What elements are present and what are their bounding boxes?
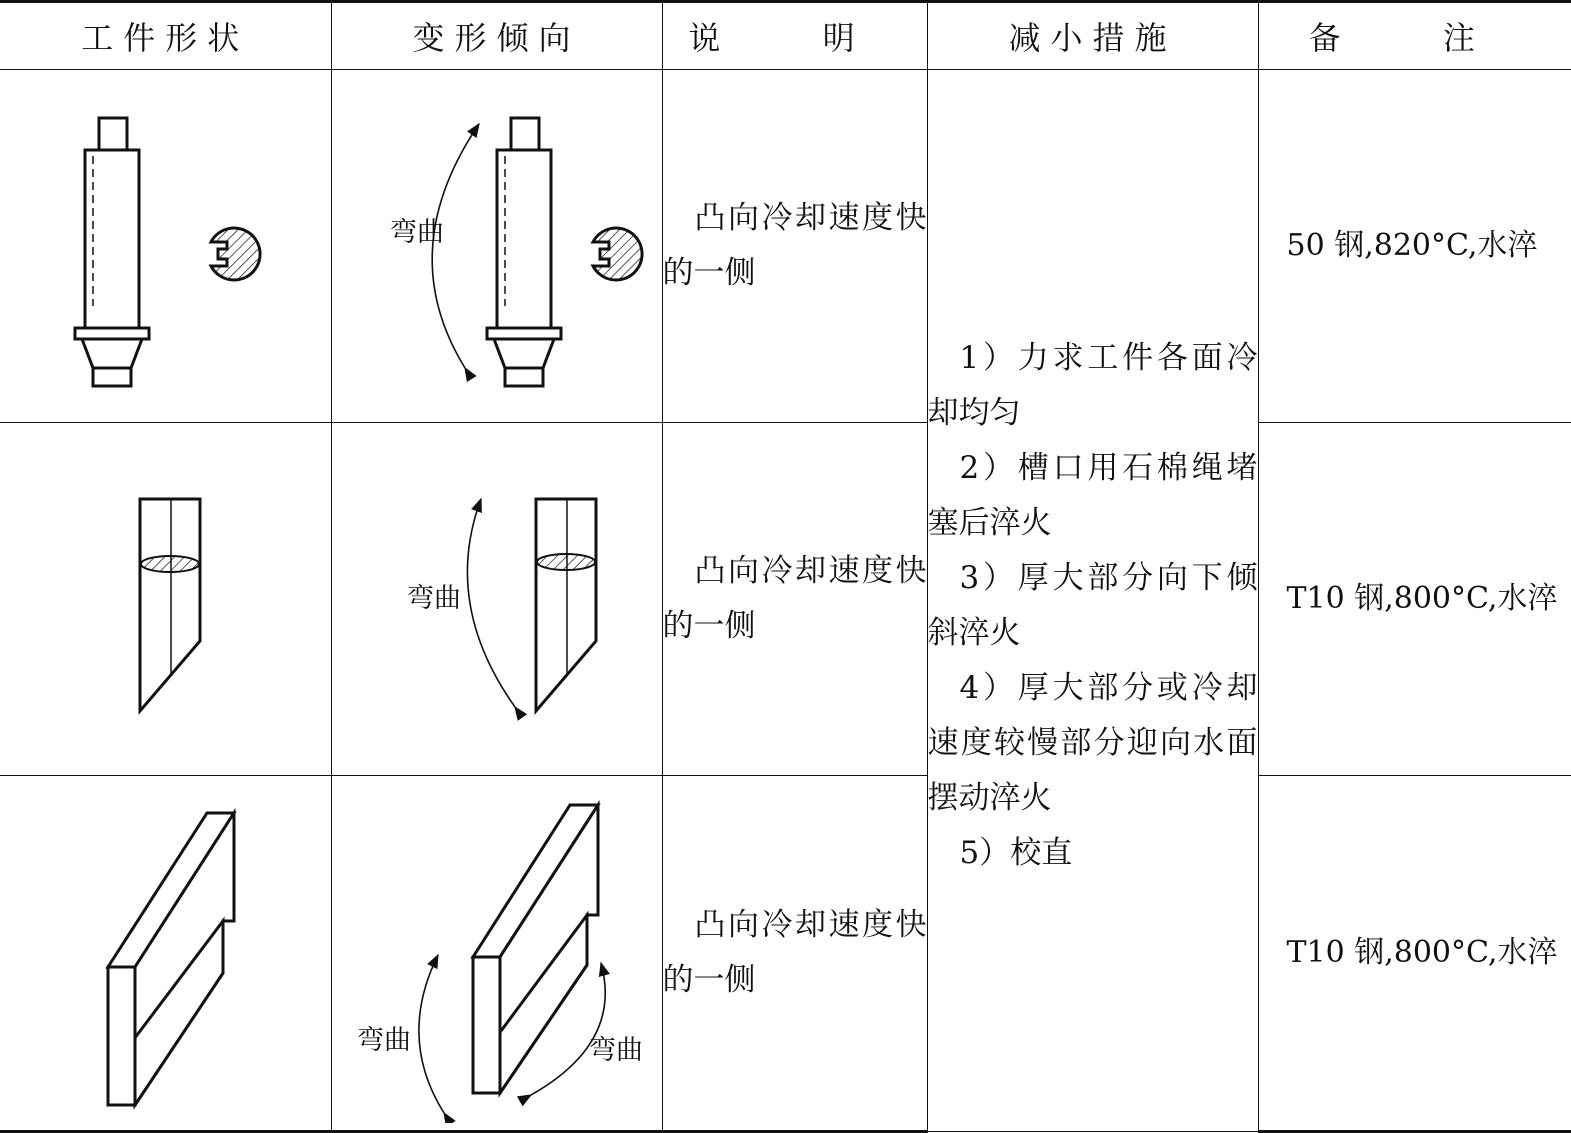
description-text: 凸向冷却速度快的一侧 bbox=[663, 898, 927, 1008]
bend-label: 弯曲 bbox=[589, 1035, 643, 1066]
stepped-bar-figure bbox=[5, 783, 325, 1123]
measures-cell bbox=[927, 70, 1258, 1132]
description-text: 凸向冷却速度快的一侧 bbox=[663, 544, 927, 654]
shape-figure-cell bbox=[0, 423, 331, 776]
description-cell bbox=[662, 776, 927, 1132]
remark-cell bbox=[1258, 70, 1571, 423]
remark-text: T10 钢,800°C,水淬 bbox=[1259, 571, 1571, 627]
remark-cell bbox=[1258, 776, 1571, 1132]
description-cell bbox=[662, 70, 927, 423]
tendency-figure-cell bbox=[331, 70, 662, 423]
measure-item: 3）厚大部分向下倾斜淬火 bbox=[928, 551, 1258, 661]
shaft-bending-figure bbox=[337, 76, 657, 416]
header-remarks: 备 注 bbox=[1258, 2, 1571, 70]
blade-bending-figure bbox=[337, 429, 657, 769]
description-cell bbox=[662, 423, 927, 776]
remark-cell bbox=[1258, 423, 1571, 776]
header-shape: 工件形状 bbox=[0, 2, 331, 70]
measure-item: 1）力求工件各面冷却均匀 bbox=[928, 331, 1258, 441]
table-row bbox=[0, 776, 1571, 1132]
measure-item: 4）厚大部分或冷却速度较慢部分迎向水面摆动淬火 bbox=[928, 661, 1258, 826]
stepped-bar-bending-figure bbox=[337, 783, 657, 1123]
tendency-figure-cell bbox=[331, 776, 662, 1132]
tendency-figure-cell bbox=[331, 423, 662, 776]
bend-label: 弯曲 bbox=[390, 217, 444, 248]
description-text: 凸向冷却速度快的一侧 bbox=[663, 191, 927, 301]
bend-label: 弯曲 bbox=[407, 583, 461, 614]
header-measures: 减小措施 bbox=[927, 2, 1258, 70]
remark-text: 50 钢,820°C,水淬 bbox=[1259, 218, 1571, 274]
header-description: 说 明 bbox=[662, 2, 927, 70]
remark-text: T10 钢,800°C,水淬 bbox=[1259, 925, 1571, 981]
header-tendency: 变形倾向 bbox=[331, 2, 662, 70]
bend-label: 弯曲 bbox=[357, 1025, 411, 1056]
bevel-blade-figure bbox=[5, 429, 325, 769]
shaft-with-keyway-figure bbox=[5, 76, 325, 416]
table-row bbox=[0, 70, 1571, 423]
shape-figure-cell bbox=[0, 70, 331, 423]
measure-item: 2）槽口用石棉绳堵塞后淬火 bbox=[928, 441, 1258, 551]
shape-figure-cell bbox=[0, 776, 331, 1132]
table-row bbox=[0, 423, 1571, 776]
measure-item: 5）校直 bbox=[928, 826, 1258, 881]
